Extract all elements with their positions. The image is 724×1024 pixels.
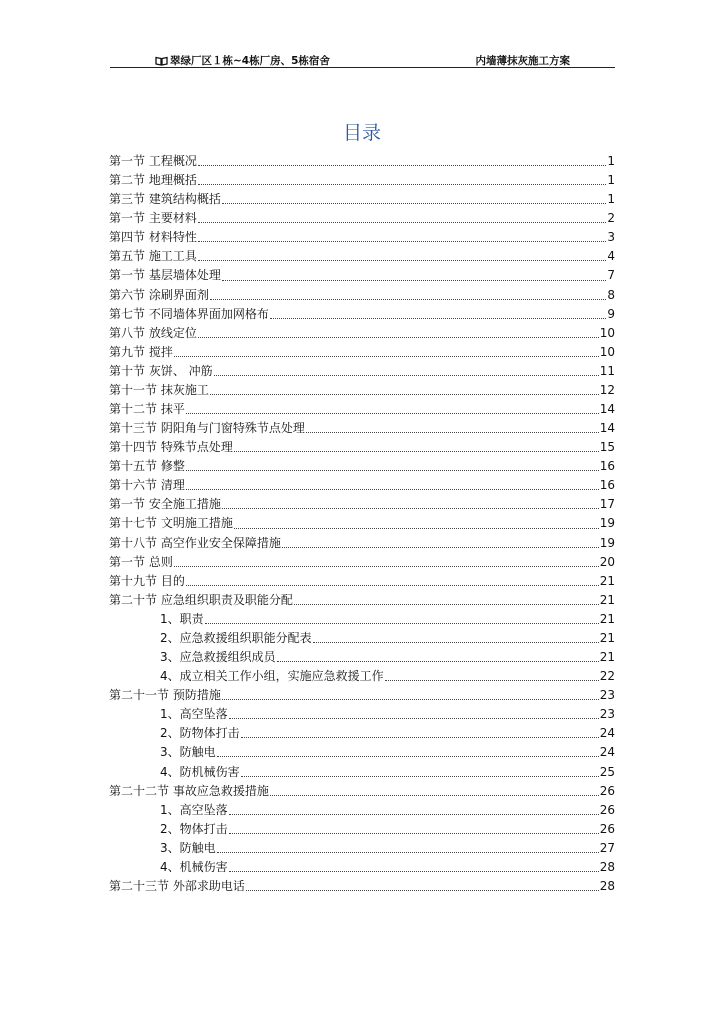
toc-entry-title: 第六节 涂刷界面剂 xyxy=(109,287,209,302)
toc-entry-title: 3、防触电 xyxy=(160,745,216,760)
toc-entry[interactable] xyxy=(109,801,615,820)
toc-dot-leader xyxy=(222,203,607,204)
toc-entry-title: 第十一节 抹灰施工 xyxy=(109,382,209,397)
toc-entry[interactable] xyxy=(109,209,615,228)
toc-entry[interactable] xyxy=(109,858,615,877)
header-document-name: 内墙薄抹灰施工方案 xyxy=(475,55,570,67)
toc-entry[interactable] xyxy=(109,763,615,782)
toc-page-number: 26 xyxy=(599,802,615,817)
toc-entry-title: 2、应急救援组织职能分配表 xyxy=(160,630,312,645)
toc-dot-leader xyxy=(217,852,599,853)
toc-entry-title: 第一节 总则 xyxy=(109,554,173,569)
toc-page-number: 16 xyxy=(599,478,615,493)
toc-dot-leader xyxy=(186,585,599,586)
toc-entry[interactable] xyxy=(109,171,615,190)
toc-page-number: 1 xyxy=(607,192,615,207)
toc-dot-leader xyxy=(205,623,599,624)
toc-dot-leader xyxy=(241,737,599,738)
toc-dot-leader xyxy=(306,432,599,433)
toc-dot-leader xyxy=(270,795,599,796)
toc-page-number: 21 xyxy=(599,630,615,645)
toc-dot-leader xyxy=(186,470,599,471)
toc-entry-title: 第九节 搅拌 xyxy=(109,344,173,359)
toc-entry-title: 第三节 建筑结构概括 xyxy=(109,192,221,207)
toc-dot-leader xyxy=(229,871,599,872)
toc-dot-leader xyxy=(210,394,599,395)
toc-entry-title: 2、防物体打击 xyxy=(160,726,240,741)
toc-entry-title: 第八节 放线定位 xyxy=(109,325,197,340)
toc-entry-title: 第十六节 清理 xyxy=(109,478,185,493)
toc-dot-leader xyxy=(174,566,599,567)
toc-page-number: 1 xyxy=(607,173,615,188)
toc-page-number: 24 xyxy=(599,745,615,760)
toc-page-number: 10 xyxy=(599,325,615,340)
toc-page-number: 28 xyxy=(599,878,615,893)
toc-page-number: 19 xyxy=(599,535,615,550)
toc-dot-leader xyxy=(222,699,599,700)
toc-entry[interactable] xyxy=(109,591,615,610)
toc-entry-title: 第十八节 高空作业安全保障措施 xyxy=(109,535,281,550)
toc-dot-leader xyxy=(282,547,599,548)
toc-entry-title: 第一节 安全施工措施 xyxy=(109,497,221,512)
toc-entry-title: 第二十节 应急组织职责及职能分配 xyxy=(109,592,293,607)
toc-dot-leader xyxy=(222,508,599,509)
toc-entry[interactable] xyxy=(109,572,615,591)
toc-dot-leader xyxy=(229,833,599,834)
toc-entry[interactable] xyxy=(109,286,615,305)
toc-dot-leader xyxy=(270,318,607,319)
toc-entry-title: 第二十三节 外部求助电话 xyxy=(109,878,245,893)
toc-page-number: 21 xyxy=(599,611,615,626)
toc-dot-leader xyxy=(198,337,599,338)
toc-entry[interactable] xyxy=(109,476,615,495)
toc-page-number: 25 xyxy=(599,764,615,779)
toc-page-number: 26 xyxy=(599,783,615,798)
toc-entry-title: 3、应急救援组织成员 xyxy=(160,650,276,665)
toc-entry[interactable] xyxy=(109,686,615,705)
toc-entry[interactable] xyxy=(109,610,615,629)
toc-page-number: 23 xyxy=(599,688,615,703)
toc-entry-title: 4、防机械伤害 xyxy=(160,764,240,779)
toc-page-number: 16 xyxy=(599,459,615,474)
toc-entry-title: 第一节 基层墙体处理 xyxy=(109,268,221,283)
toc-page-number: 11 xyxy=(599,363,615,378)
toc-entry[interactable] xyxy=(109,419,615,438)
header-left xyxy=(110,53,330,68)
toc-page-number: 21 xyxy=(599,573,615,588)
toc-entry[interactable] xyxy=(109,457,615,476)
toc-entry[interactable] xyxy=(109,648,615,667)
toc-entry[interactable] xyxy=(109,629,615,648)
toc-entry-title: 第二节 地理概括 xyxy=(109,173,197,188)
toc-page-number: 23 xyxy=(599,707,615,722)
toc-entry[interactable] xyxy=(109,343,615,362)
toc-dot-leader xyxy=(234,528,599,529)
toc-entry-title: 3、防触电 xyxy=(160,840,216,855)
toc-entry[interactable] xyxy=(109,743,615,762)
toc-page-number: 15 xyxy=(599,440,615,455)
toc-dot-leader xyxy=(186,489,599,490)
toc-entry[interactable] xyxy=(109,782,615,801)
toc-page-number: 8 xyxy=(607,287,615,302)
toc-entry-title: 4、机械伤害 xyxy=(160,859,228,874)
toc-entry-title: 第一节 工程概况 xyxy=(109,154,197,168)
toc-dot-leader xyxy=(198,165,607,166)
toc-dot-leader xyxy=(186,413,599,414)
toc-dot-leader xyxy=(246,890,599,891)
toc-page-number: 27 xyxy=(599,840,615,855)
toc-entry[interactable] xyxy=(109,553,615,572)
header-divider xyxy=(110,67,615,68)
toc-entry[interactable] xyxy=(109,247,615,266)
toc-entry-title: 第四节 材料特性 xyxy=(109,230,197,245)
toc-dot-leader xyxy=(217,756,599,757)
toc-entry[interactable] xyxy=(109,324,615,343)
toc-page-number: 10 xyxy=(599,344,615,359)
toc-page-number: 19 xyxy=(599,516,615,531)
toc-dot-leader xyxy=(229,814,599,815)
toc-entry-title: 第五节 施工工具 xyxy=(109,249,197,264)
toc-dot-leader xyxy=(222,280,607,281)
book-icon xyxy=(155,56,168,66)
toc-page-number: 28 xyxy=(599,859,615,874)
toc-entry-title: 1、职责 xyxy=(160,611,204,626)
toc-entry-title: 2、物体打击 xyxy=(160,821,228,836)
toc-entry[interactable] xyxy=(109,228,615,247)
toc-page-number: 14 xyxy=(599,402,615,417)
toc-entry-title: 第十九节 目的 xyxy=(109,573,185,588)
toc-entry[interactable] xyxy=(109,495,615,514)
table-of-contents xyxy=(109,152,615,896)
toc-page-number: 9 xyxy=(607,306,615,321)
toc-entry-title: 第十二节 抹平 xyxy=(109,402,185,417)
toc-dot-leader xyxy=(210,299,607,300)
toc-page-number: 22 xyxy=(599,669,615,684)
toc-dot-leader xyxy=(174,356,599,357)
toc-entry[interactable] xyxy=(109,724,615,743)
toc-entry[interactable] xyxy=(109,362,615,381)
toc-page-number: 21 xyxy=(599,592,615,607)
toc-entry-title: 1、高空坠落 xyxy=(160,802,228,817)
toc-dot-leader xyxy=(277,661,599,662)
toc-entry-title: 第一节 主要材料 xyxy=(109,211,197,226)
toc-entry[interactable] xyxy=(109,877,615,896)
header-project-name: 翠绿厂区１栋~4栋厂房、5栋宿舍 xyxy=(170,55,330,67)
toc-page-number: 12 xyxy=(599,382,615,397)
toc-dot-leader xyxy=(198,222,607,223)
toc-entry[interactable] xyxy=(109,190,615,209)
toc-page-number: 26 xyxy=(599,821,615,836)
toc-entry[interactable] xyxy=(109,305,615,324)
toc-dot-leader xyxy=(198,184,607,185)
toc-entry[interactable] xyxy=(109,839,615,858)
toc-entry[interactable] xyxy=(109,152,615,171)
toc-entry-title: 第十节 灰饼、 冲筋 xyxy=(109,363,213,378)
toc-entry-title: 第十七节 文明施工措施 xyxy=(109,516,233,531)
toc-page-number: 14 xyxy=(599,421,615,436)
toc-entry-title: 第二十二节 事故应急救援措施 xyxy=(109,783,269,798)
toc-entry[interactable] xyxy=(109,514,615,533)
toc-entry-title: 第二十一节 预防措施 xyxy=(109,688,221,703)
toc-page-number: 24 xyxy=(599,726,615,741)
toc-entry[interactable] xyxy=(109,400,615,419)
toc-entry-title: 第十五节 修整 xyxy=(109,459,185,474)
toc-dot-leader xyxy=(294,604,599,605)
toc-page-number: 7 xyxy=(607,268,615,283)
toc-entry-title: 第十三节 阴阳角与门窗特殊节点处理 xyxy=(109,421,305,436)
toc-entry-title: 第七节 不同墙体界面加网格布 xyxy=(109,306,269,321)
toc-entry[interactable] xyxy=(109,381,615,400)
toc-page-number: 20 xyxy=(599,554,615,569)
toc-entry[interactable] xyxy=(109,705,615,724)
toc-entry-title: 1、高空坠落 xyxy=(160,707,228,722)
toc-dot-leader xyxy=(241,776,599,777)
toc-dot-leader xyxy=(198,260,607,261)
toc-entry[interactable] xyxy=(109,667,615,686)
toc-entry[interactable] xyxy=(109,534,615,553)
toc-page-number: 3 xyxy=(607,230,615,245)
toc-entry-title: 4、成立相关工作小组，实施应急救援工作 xyxy=(160,669,384,684)
toc-dot-leader xyxy=(313,642,599,643)
toc-dot-leader xyxy=(385,680,599,681)
toc-entry[interactable] xyxy=(109,438,615,457)
toc-dot-leader xyxy=(234,451,599,452)
toc-dot-leader xyxy=(198,241,607,242)
toc-dot-leader xyxy=(229,718,599,719)
page-header xyxy=(110,52,615,68)
toc-page-number: 2 xyxy=(607,211,615,226)
toc-title: 目录 xyxy=(342,122,381,144)
toc-page-number: 21 xyxy=(599,650,615,665)
toc-dot-leader xyxy=(214,375,599,376)
toc-page-number: 1 xyxy=(607,154,615,168)
toc-entry[interactable] xyxy=(109,820,615,839)
toc-entry[interactable] xyxy=(109,266,615,285)
toc-page-number: 17 xyxy=(599,497,615,512)
toc-entry-title: 第十四节 特殊节点处理 xyxy=(109,440,233,455)
toc-page-number: 4 xyxy=(607,249,615,264)
